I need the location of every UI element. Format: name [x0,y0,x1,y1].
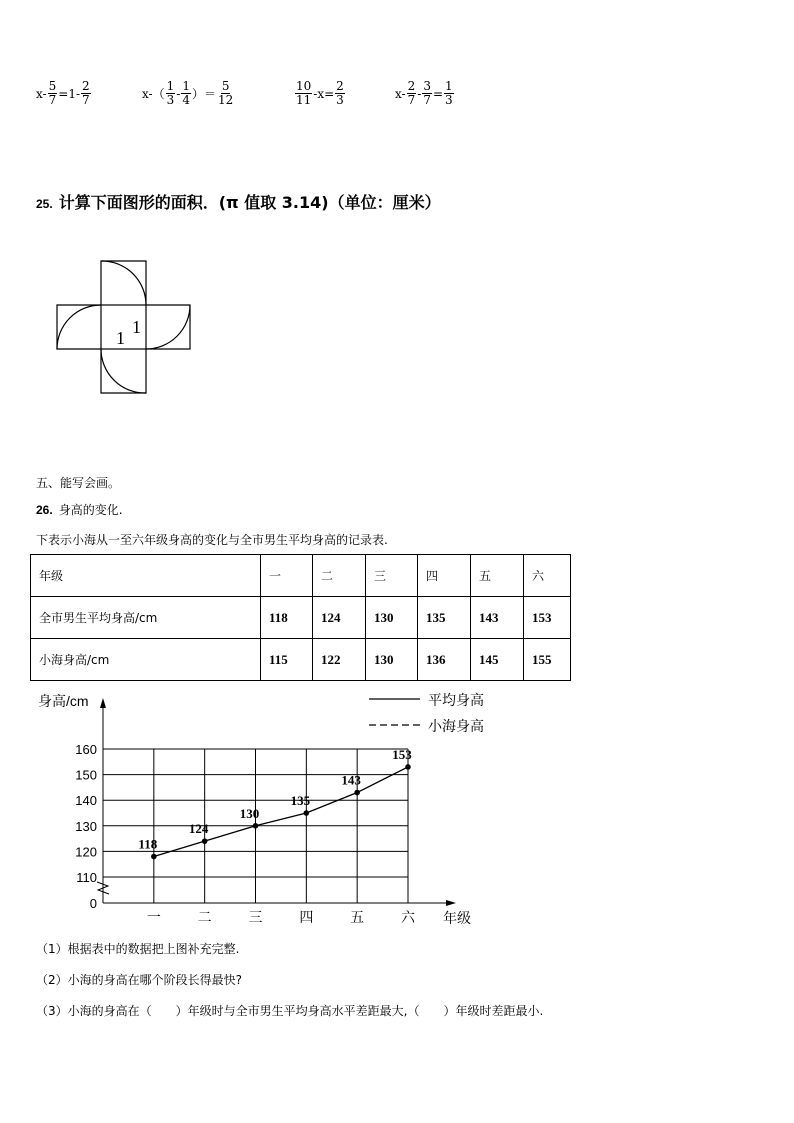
grade-cell: 二 [313,555,366,597]
question-26-3: （3）小海的身高在（ ）年级时与全市男生平均身高水平差距最大,（ ）年级时差距最小. [36,1004,544,1018]
axis-break [97,882,109,894]
grade-cell: 一 [261,555,313,597]
x-tick-label: 六 [401,910,415,926]
table-cell: 155 [524,639,571,681]
question-26-intro: 下表示小海从一至六年级身高的变化与全市男生平均身高的记录表. [36,533,388,547]
data-label: 130 [239,805,260,821]
data-label: 135 [290,793,311,808]
table-cell: 115 [261,639,313,681]
x-tick-label: 五 [350,910,365,926]
grade-cell: 五 [471,555,524,597]
question-25-text: 计算下面图形的面积．(π 值取 3.14)（单位：厘米） [58,193,441,212]
data-point [304,810,310,816]
table-header-label: 年级 [31,555,261,597]
pinwheel-figure [50,255,200,400]
height-line-chart [0,686,520,932]
data-point [405,764,411,770]
average-height-line [154,767,408,857]
legend-label: 平均身高 [428,693,484,709]
table-cell: 145 [471,639,524,681]
x-axis-arrow [446,900,456,906]
side-label-2: 1 [116,328,125,348]
section-heading: 五、能写会画。 [36,476,121,490]
table-cell: 118 [261,597,313,639]
y-tick-label: 140 [75,793,97,809]
y-tick-label: 150 [75,767,97,783]
grade-cell: 三 [366,555,418,597]
data-label: 118 [138,836,158,852]
question-26-1: （1）根据表中的数据把上图补充完整. [36,942,240,956]
data-label: 124 [188,821,209,837]
grade-cell: 四 [418,555,471,597]
table-header-row [31,555,571,597]
data-point [253,823,259,829]
bottom-arc [101,349,146,393]
table-cell: 124 [313,597,366,639]
y-tick-label: 160 [75,742,97,757]
question-26-2: （2）小海的身高在哪个阶段长得最快? [36,973,243,987]
left-rectangle [57,305,101,349]
y-tick-label: 110 [76,870,97,885]
table-row [31,597,571,639]
left-arc [57,305,101,349]
data-label: 153 [392,746,412,762]
side-label-1: 1 [132,317,141,337]
equation-4: x- $\frac{2}{7}$ - $\frac{3}{7}$ = $\frac{1}{3}$ [395,79,453,107]
equation-3: $\frac{10}{11}$ -x= $\frac{2}{3}$ [296,79,344,107]
table-cell: 136 [418,639,471,681]
y-axis-label: 身高/cm [38,693,89,709]
x-axis-label: 年级 [443,911,471,927]
table-row [31,639,571,681]
data-point [151,854,157,860]
table-cell: 130 [366,639,418,681]
legend-label: 小海身高 [428,719,484,735]
question-number: 26. [36,503,53,517]
table-cell: 153 [524,597,571,639]
x-tick-label: 三 [248,910,263,926]
table-cell: 143 [471,597,524,639]
table-cell: 135 [418,597,471,639]
height-table [30,554,571,681]
table-cell: 130 [366,597,418,639]
question-25-heading [36,190,441,213]
bottom-rectangle [101,349,146,393]
data-point [202,838,208,844]
y-tick-label: 120 [75,844,97,860]
top-arc [101,261,146,305]
x-tick-label: 一 [146,910,161,926]
right-rectangle [146,305,190,349]
question-26-heading [36,501,123,518]
data-point [354,790,360,796]
row-label: 小海身高/cm [31,639,261,681]
y-axis-arrow [100,698,106,708]
equation-1: x- $\frac{5}{7}$ =1- $\frac{2}{7}$ [36,79,90,107]
x-tick-label: 四 [299,910,314,926]
y-tick-label: 130 [75,818,97,834]
grade-cell: 六 [524,555,571,597]
top-rectangle [101,261,146,305]
right-arc [146,305,190,349]
equation-2: x-（ $\frac{1}{3}$ - $\frac{1}{4}$ ） ＝ $\frac{5}{12}$ [142,79,234,107]
data-label: 143 [341,772,361,788]
question-26-title: 身高的变化. [58,503,123,517]
y-tick-label: 0 [89,896,97,911]
table-cell: 122 [313,639,366,681]
x-tick-label: 二 [197,910,212,926]
question-number: 25. [36,197,53,211]
row-label: 全市男生平均身高/cm [31,597,261,639]
